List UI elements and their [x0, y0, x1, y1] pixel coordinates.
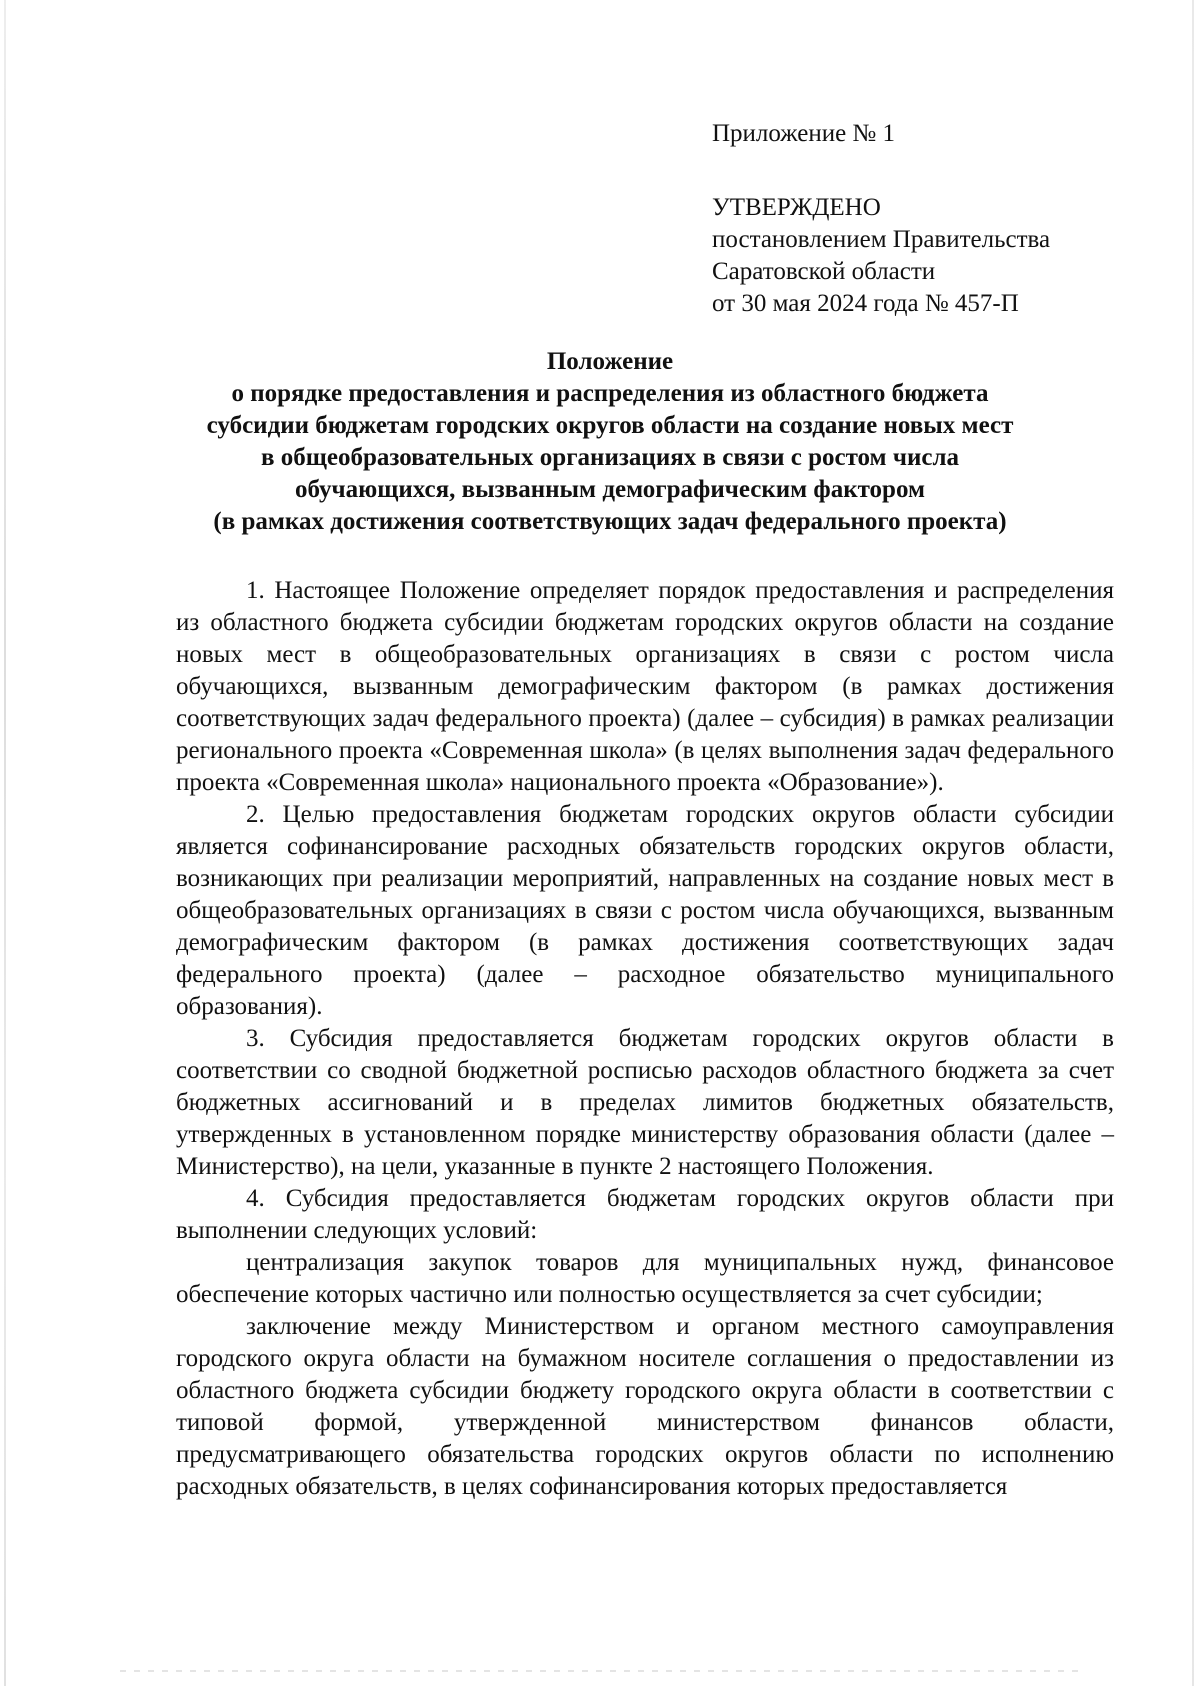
annex-number: Приложение № 1	[712, 120, 896, 147]
paragraph-4: 4. Субсидия предоставляется бюджетам городских округов области при выполнении следующих условий:	[176, 1185, 1114, 1244]
title-line: в общеобразовательных организациях в связи с ростом числа	[261, 444, 959, 471]
approved-stamp-text: УТВЕРЖДЕНО	[712, 194, 881, 221]
approval-line-2: Саратовской области	[712, 258, 936, 285]
title-heading: Положение	[546, 348, 674, 375]
approval-block	[712, 118, 1152, 320]
paragraph-2: 2. Целью предоставления бюджетам городских округов области субсидии является софинансирование расходных обязательств городских округов области, возникающих при реализации мероприятий, направленных на создание новых мест в общеобразовательных организациях в связи с ростом числа обучающихся, вызванным демографическим фактором (в рамках достижения соответствующих задач федерального проекта) (далее – расходное обязательство муниципального образования).	[176, 801, 1114, 1020]
scan-edge-left	[4, 0, 6, 1686]
scan-edge-right	[1192, 0, 1194, 1686]
title-line: о порядке предоставления и распределения из областного бюджета	[231, 380, 989, 407]
paragraph-condition-2: заключение между Министерством и органом местного самоуправления городского округа области на бумажном носителе соглашения о предоставлении из областного бюджета субсидии бюджету городского округа области в соответствии с типовой формой, утвержденной министерством финансов области, предусматривающего обязательства городских округов области по исполнению расходных обязательств, в целях софинансирования которых предоставляется	[176, 1313, 1114, 1500]
title-line: (в рамках достижения соответствующих задач федерального проекта)	[213, 508, 1007, 535]
scan-edge-bottom	[120, 1670, 1080, 1672]
approval-line-3: от 30 мая 2024 года № 457-П	[712, 290, 1019, 317]
paragraph-1: 1. Настоящее Положение определяет порядок предоставления и распределения из областного бюджета субсидии бюджетам городских округов области на создание новых мест в общеобразовательных организациях в связи с ростом числа обучающихся, вызванным демографическим фактором (в рамках достижения соответствующих задач федерального проекта) (далее – субсидия) в рамках реализации регионального проекта «Современная школа» (в целях выполнения задач федерального проекта «Современная школа» национального проекта «Образование»).	[176, 577, 1114, 796]
title-line: субсидии бюджетам городских округов области на создание новых мест	[206, 412, 1014, 439]
document-title	[150, 346, 1070, 538]
paragraph-3: 3. Субсидия предоставляется бюджетам городских округов области в соответствии со сводной бюджетной росписью расходов областного бюджета за счет бюджетных ассигнований и в пределах лимитов бюджетных обязательств, утвержденных в установленном порядке министерству образования области (далее – Министерство), на цели, указанные в пункте 2 настоящего Положения.	[176, 1025, 1114, 1180]
paragraph-condition-1: централизация закупок товаров для муниципальных нужд, финансовое обеспечение которых частично или полностью осуществляется за счет субсидии;	[176, 1249, 1114, 1308]
title-line: обучающихся, вызванным демографическим фактором	[294, 476, 926, 503]
approval-line-1: постановлением Правительства	[712, 226, 1051, 253]
document-body	[176, 575, 1114, 1503]
